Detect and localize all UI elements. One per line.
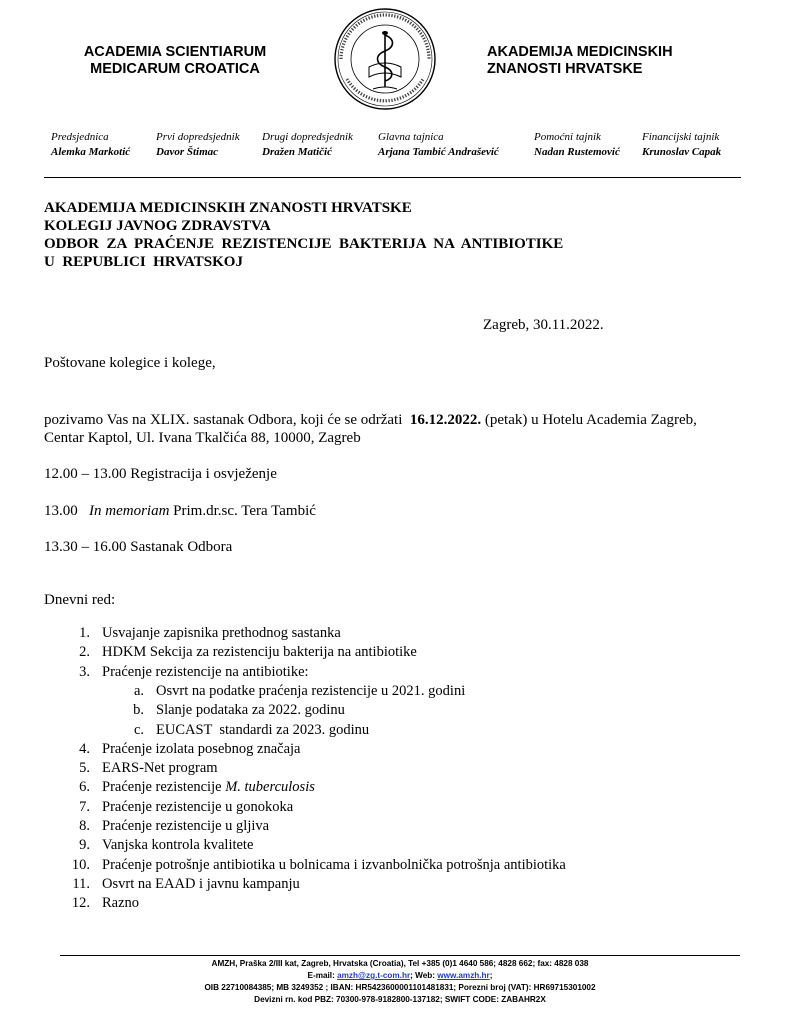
agenda-text: EUCAST standardi za 2023. godinu	[156, 721, 370, 738]
header-croatian-name	[487, 44, 727, 78]
agenda-text: Praćenje rezistencije na antibiotike:	[102, 663, 309, 680]
agenda-text: HDKM Sekcija za rezistenciju bakterija na antibiotike	[102, 644, 417, 661]
officer-role: Pomoćni tajnik	[534, 131, 601, 143]
agenda-number: 3.	[79, 663, 90, 680]
agenda-letter: a.	[133, 682, 144, 699]
officer-name: Dražen Matičić	[262, 146, 332, 158]
agenda-number: 4.	[79, 740, 90, 757]
agenda-number: 7.	[79, 798, 90, 815]
agenda-subitem	[62, 702, 345, 719]
web-link[interactable]: www.amzh.hr	[437, 971, 490, 980]
agenda-text: EARS-Net program	[102, 760, 218, 777]
agenda-number: 12.	[71, 895, 90, 912]
agenda-item	[62, 664, 309, 681]
agenda-text: Usvajanje zapisnika prethodnog sastanka	[102, 625, 341, 641]
agenda-item	[62, 625, 341, 642]
footer-divider	[60, 955, 740, 956]
officer-assistant-secretary	[534, 130, 620, 160]
invitation-text-a: pozivamo Vas na XLIX. sastanak Odbora, koji će se održati	[44, 412, 410, 428]
officer-role: Predsjednica	[51, 131, 109, 143]
agenda-text: Slanje podataka za 2022. godinu	[156, 702, 345, 719]
header-latin-line1: ACADEMIA SCIENTIARUM	[83, 44, 267, 60]
footer	[60, 958, 740, 1006]
agenda-text: Osvrt na EAAD i javnu kampanju	[102, 875, 300, 892]
agenda-letter: c.	[133, 721, 144, 738]
schedule-time: 13.00	[44, 503, 89, 519]
invitation-paragraph	[44, 411, 697, 447]
officer-name: Nadan Rustemović	[534, 146, 620, 158]
agenda-text: Praćenje rezistencije	[102, 779, 226, 796]
agenda-item	[62, 760, 218, 777]
schedule-meeting: 13.30 – 16.00 Sastanak Odbora	[44, 539, 233, 555]
meeting-date: 16.12.2022.	[409, 412, 482, 428]
agenda-number: 11.	[72, 875, 90, 892]
in-memoriam-label: In memoriam	[89, 503, 170, 519]
organization-block	[44, 199, 563, 271]
officer-general-secretary	[378, 130, 499, 160]
header-divider	[44, 177, 741, 178]
agenda-text: Praćenje rezistencije u gljiva	[102, 818, 270, 834]
agenda-item	[62, 876, 300, 893]
agenda-number: 6.	[79, 779, 90, 796]
footer-swift: Devizni rn. kod PBZ: 70300-978-9182800-137182; SWIFT CODE: ZABAHR2X	[254, 995, 546, 1004]
footer-contact	[60, 970, 740, 982]
agenda-item	[62, 644, 417, 661]
officer-role: Glavna tajnica	[378, 131, 444, 143]
invitation-line-2: Centar Kaptol, Ul. Ivana Tkalčića 88, 10000, Zagreb	[44, 430, 361, 446]
officer-financial-secretary	[642, 130, 721, 160]
agenda-item	[62, 837, 253, 854]
agenda-number: 5.	[79, 760, 90, 777]
web-label: ; Web:	[410, 971, 438, 980]
agenda-text: Praćenje izolata posebnog značaja	[102, 740, 301, 757]
agenda-item	[62, 741, 300, 758]
officer-role: Financijski tajnik	[642, 131, 720, 143]
agenda-subitem	[62, 683, 465, 700]
officer-second-vice-president	[262, 130, 353, 160]
invitation-text-b: (petak) u Hotelu Academia Zagreb,	[481, 412, 697, 428]
email-link[interactable]: amzh@zg.t-com.hr	[337, 971, 411, 980]
officer-role: Prvi dopredsjednik	[156, 131, 240, 143]
footer-address: AMZH, Praška 2/III kat, Zagreb, Hrvatska (Croatia), Tel +385 (0)1 4640 586; 4828 662; fax: 4828 038	[211, 959, 589, 968]
officer-president	[51, 130, 130, 160]
memoriam-name: Prim.dr.sc. Tera Tambić	[169, 503, 316, 519]
header-latin-name	[60, 44, 290, 78]
org-line-1: AKADEMIJA MEDICINSKIH ZNANOSTI HRVATSKE	[44, 200, 412, 216]
greeting: Poštovane kolegice i kolege,	[44, 355, 216, 371]
agenda-number: 10.	[71, 856, 90, 873]
agenda-number: 2.	[79, 644, 90, 661]
header-croatian-line1: AKADEMIJA MEDICINSKIH	[487, 44, 673, 60]
agenda-item	[62, 799, 293, 816]
agenda-text: Praćenje potrošnje antibiotika u bolnicama i izvanbolnička potrošnja antibiotika	[102, 856, 566, 873]
agenda-number: 8.	[79, 818, 90, 834]
officer-first-vice-president	[156, 130, 240, 160]
agenda-title: Dnevni red:	[44, 592, 116, 608]
header-croatian-line2: ZNANOSTI HRVATSKE	[487, 61, 643, 77]
officer-name: Krunoslav Capak	[642, 146, 722, 158]
schedule-registration: 12.00 – 13.00 Registracija i osvježenje	[44, 466, 277, 482]
officer-name: Alemka Markotić	[51, 146, 131, 158]
letter-date: Zagreb, 30.11.2022.	[483, 317, 604, 333]
officer-name: Arjana Tambić Andrašević	[378, 146, 499, 158]
schedule-in-memoriam	[44, 502, 316, 520]
footer-bank-details: OIB 22710084385; MB 3249352 ; IBAN: HR5423600001101481831; Porezni broj (VAT): HR69715301002	[204, 983, 596, 992]
agenda-text: Praćenje rezistencije u gonokoka	[102, 798, 294, 815]
invitation-line-1	[44, 411, 697, 429]
agenda-text: Osvrt na podatke praćenja rezistencije u 2021. godini	[156, 682, 466, 699]
agenda-text: Vanjska kontrola kvalitete	[102, 837, 254, 854]
agenda-text: Razno	[102, 895, 140, 912]
agenda-item	[62, 895, 139, 912]
org-line-4: U REPUBLICI HRVATSKOJ	[44, 254, 243, 270]
agenda-subitem	[62, 722, 369, 739]
agenda-number: 9.	[79, 837, 90, 854]
email-label: E-mail:	[307, 971, 338, 980]
agenda-number: 1.	[79, 625, 90, 641]
header-latin-line2: MEDICARUM CROATICA	[90, 61, 260, 77]
org-line-2: KOLEGIJ JAVNOG ZDRAVSTVA	[44, 218, 271, 234]
agenda-item	[62, 779, 315, 796]
web-end: ;	[489, 971, 493, 980]
agenda-letter: b.	[133, 702, 144, 719]
academy-seal-logo	[331, 5, 439, 113]
agenda-item	[62, 818, 269, 835]
agenda-italic-organism: M. tuberculosis	[225, 779, 315, 796]
agenda-item	[62, 857, 566, 874]
officer-name: Davor Štimac	[156, 146, 219, 158]
org-line-3: ODBOR ZA PRAĆENJE REZISTENCIJE BAKTERIJA NA ANTIBIOTIKE	[44, 236, 564, 252]
officer-role: Drugi dopredsjednik	[262, 131, 353, 143]
